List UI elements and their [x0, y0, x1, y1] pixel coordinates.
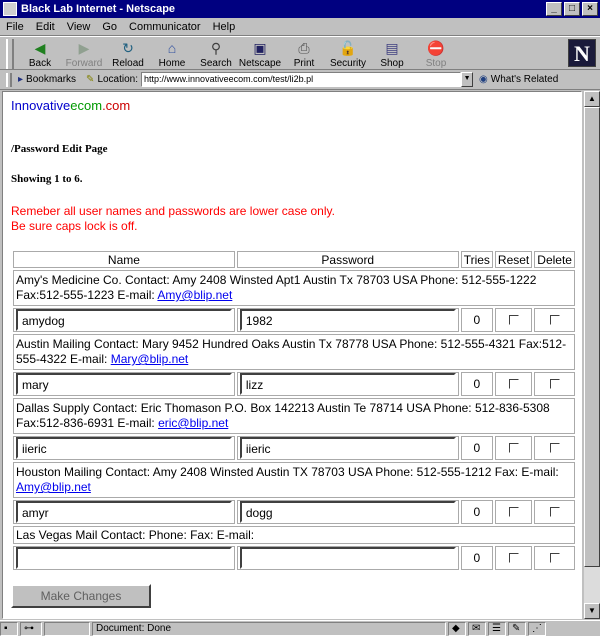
- whats-related-button[interactable]: What's Related: [490, 74, 559, 85]
- home-icon: ⌂: [167, 40, 177, 56]
- security-button[interactable]: [326, 37, 370, 69]
- discussion-icon[interactable]: ☰: [488, 622, 506, 636]
- url-field[interactable]: http://www.innovativeecom.com/test/li2b.pl: [141, 72, 461, 87]
- progress-bar: [44, 622, 90, 636]
- netscape-guide-icon: ▣: [253, 40, 267, 56]
- forward-button[interactable]: [62, 37, 106, 69]
- password-cell: [237, 500, 459, 524]
- composer-icon[interactable]: ✎: [508, 622, 526, 636]
- bookmarks-icon: ▸: [18, 74, 24, 85]
- window-title: Black Lab Internet - Netscape: [21, 3, 176, 15]
- tries-count: 0: [461, 546, 493, 570]
- title-bar: [0, 0, 600, 18]
- password-field[interactable]: 1982: [240, 309, 456, 331]
- column-tries: Tries: [461, 251, 493, 268]
- reset-checkbox[interactable]: [509, 553, 519, 563]
- close-button[interactable]: ×: [582, 2, 598, 16]
- username-field[interactable]: amydog: [16, 309, 232, 331]
- back-button[interactable]: [18, 37, 62, 69]
- password-cell: [237, 372, 459, 396]
- netscape-label: Netscape: [238, 58, 282, 69]
- table-row: [13, 436, 575, 460]
- navigation-toolbar: [0, 36, 600, 70]
- back-label: Back: [28, 58, 52, 69]
- shopping-bag-icon: ▤: [385, 40, 399, 56]
- delete-checkbox[interactable]: [550, 553, 560, 563]
- user-info: [13, 462, 575, 498]
- delete-checkbox[interactable]: [550, 315, 560, 325]
- table-row: [13, 308, 575, 332]
- mail-icon[interactable]: ✉: [468, 622, 486, 636]
- name-cell: [13, 546, 235, 570]
- password-cell: [237, 546, 459, 570]
- netscape-logo: N: [568, 39, 596, 67]
- delete-cell: [534, 546, 575, 570]
- email-link[interactable]: Amy@blip.net: [16, 480, 91, 494]
- username-field[interactable]: amyr: [16, 501, 232, 523]
- name-cell: [13, 500, 235, 524]
- email-link[interactable]: eric@blip.net: [158, 416, 229, 430]
- password-cell: [237, 308, 459, 332]
- menu-communicator[interactable]: Communicator: [129, 20, 201, 33]
- reload-icon: ↻: [122, 40, 134, 56]
- column-reset: Reset: [495, 251, 532, 268]
- password-field[interactable]: dogg: [240, 501, 456, 523]
- location-grip[interactable]: [6, 73, 12, 87]
- table-header-row: [13, 251, 575, 268]
- reload-button[interactable]: [106, 37, 150, 69]
- delete-checkbox[interactable]: [550, 379, 560, 389]
- location-label: Location:: [97, 74, 139, 85]
- search-label: Search: [200, 58, 232, 69]
- reset-cell: [495, 372, 532, 396]
- minimize-button[interactable]: _: [546, 2, 562, 16]
- user-info: [13, 526, 575, 544]
- user-info-text: Dallas Supply Contact: Eric Thomason P.O. Box 142213 Austin Te 78714 USA Phone: 512-836-5308 Fax:512-836-6931 E-mail:: [16, 401, 550, 430]
- toolbar-grip[interactable]: [6, 39, 14, 69]
- reset-cell: [495, 546, 532, 570]
- brand-part-1: Innovative: [11, 98, 71, 113]
- name-cell: [13, 372, 235, 396]
- stop-label: Stop: [425, 58, 447, 69]
- password-field[interactable]: lizz: [240, 373, 456, 395]
- scroll-up-button[interactable]: ▲: [584, 91, 600, 107]
- stop-icon: ⛔: [427, 40, 445, 56]
- delete-cell: [534, 500, 575, 524]
- menu-go[interactable]: Go: [102, 20, 118, 33]
- delete-checkbox[interactable]: [550, 507, 560, 517]
- forward-label: Forward: [65, 58, 103, 69]
- search-button[interactable]: [194, 37, 238, 69]
- location-icon: ✎: [86, 74, 95, 85]
- print-button[interactable]: [282, 37, 326, 69]
- column-delete: Delete: [534, 251, 575, 268]
- reset-checkbox[interactable]: [509, 315, 519, 325]
- reset-checkbox[interactable]: [509, 443, 519, 453]
- email-link[interactable]: Amy@blip.net: [157, 288, 233, 302]
- warning-text: [11, 204, 335, 234]
- connection-icon: ▪: [0, 622, 18, 636]
- password-field[interactable]: [240, 547, 456, 569]
- status-bar: [0, 620, 600, 636]
- lock-icon: 🔓: [339, 40, 357, 56]
- component-icon[interactable]: ◆: [448, 622, 466, 636]
- delete-cell: [534, 372, 575, 396]
- table-row: [13, 500, 575, 524]
- password-field[interactable]: iieric: [240, 437, 456, 459]
- showing-count: Showing 1 to 6.: [11, 173, 83, 185]
- status-text: Document: Done: [92, 622, 446, 636]
- netscape-button[interactable]: [238, 37, 282, 69]
- reset-cell: [495, 500, 532, 524]
- warning-line-1: Remeber all user names and passwords are lower case only.: [11, 204, 335, 218]
- table-row: [13, 334, 575, 370]
- shop-label: Shop: [380, 58, 404, 69]
- user-info-text: Las Vegas Mail Contact: Phone: Fax: E-mail:: [16, 528, 255, 542]
- brand-part-3: .com: [102, 98, 131, 113]
- table-row: [13, 462, 575, 498]
- menu-file[interactable]: File: [6, 20, 24, 33]
- menu-help[interactable]: Help: [212, 20, 236, 33]
- reset-checkbox[interactable]: [509, 379, 519, 389]
- table-row: [13, 526, 575, 544]
- page-content: [2, 91, 582, 619]
- whats-related-icon: ◉: [479, 74, 488, 85]
- url-dropdown-button[interactable]: ▼: [461, 72, 473, 87]
- column-name: Name: [13, 251, 235, 268]
- tries-count: 0: [461, 436, 493, 460]
- user-info-text: Houston Mailing Contact: Amy 2408 Winsted Austin TX 78703 USA Phone: 512-555-1212 Fax: E-mail:: [16, 465, 559, 479]
- table-row: [13, 270, 575, 306]
- username-field[interactable]: iieric: [16, 437, 232, 459]
- name-cell: [13, 436, 235, 460]
- site-brand: [11, 98, 130, 113]
- delete-cell: [534, 436, 575, 460]
- reset-checkbox[interactable]: [509, 507, 519, 517]
- warning-line-2: Be sure caps lock is off.: [11, 219, 138, 233]
- tries-count: 0: [461, 500, 493, 524]
- user-info: [13, 270, 575, 306]
- menu-bar: [0, 18, 600, 36]
- menu-view[interactable]: View: [66, 20, 91, 33]
- user-info-text: Amy's Medicine Co. Contact: Amy 2408 Winsted Apt1 Austin Tx 78703 USA Phone: 512-555-1222 Fax:512-555-1223 E-mail:: [16, 273, 537, 302]
- bookmarks-button[interactable]: Bookmarks: [26, 74, 77, 85]
- delete-checkbox[interactable]: [550, 443, 560, 453]
- security-lock-icon[interactable]: ⊶: [20, 622, 42, 636]
- reset-cell: [495, 436, 532, 460]
- forward-arrow-icon: ▶: [78, 40, 90, 56]
- reset-cell: [495, 308, 532, 332]
- table-row: [13, 398, 575, 434]
- tries-count: 0: [461, 372, 493, 396]
- shop-button[interactable]: [370, 37, 414, 69]
- printer-icon: ⎙: [298, 40, 310, 56]
- security-label: Security: [329, 58, 367, 69]
- brand-part-2: ecom: [70, 98, 103, 113]
- tries-count: 0: [461, 308, 493, 332]
- table-row: [13, 372, 575, 396]
- back-arrow-icon: ◀: [34, 40, 46, 56]
- user-info-text: Austin Mailing Contact: Mary 9452 Hundred Oaks Austin Tx 78778 USA Phone: 512-555-4321 Fax:512-555-4322 E-mail:: [16, 337, 567, 366]
- maximize-button[interactable]: □: [564, 2, 580, 16]
- print-label: Print: [293, 58, 315, 69]
- stop-button[interactable]: [414, 37, 458, 69]
- home-label: Home: [158, 58, 186, 69]
- user-info: [13, 398, 575, 434]
- make-changes-button[interactable]: Make Changes: [11, 584, 151, 608]
- scroll-thumb[interactable]: [584, 107, 600, 567]
- delete-cell: [534, 308, 575, 332]
- table-row: [13, 546, 575, 570]
- scroll-down-button[interactable]: ▼: [584, 603, 600, 619]
- vertical-scrollbar[interactable]: [584, 91, 600, 619]
- search-icon: ⚲: [210, 40, 222, 56]
- menu-edit[interactable]: Edit: [35, 20, 55, 33]
- password-cell: [237, 436, 459, 460]
- resize-grip-icon[interactable]: ⋰: [528, 622, 546, 636]
- column-password: Password: [237, 251, 459, 268]
- username-field[interactable]: [16, 547, 232, 569]
- netscape-app-icon: [3, 2, 17, 16]
- users-table: [11, 249, 577, 572]
- username-field[interactable]: mary: [16, 373, 232, 395]
- user-info: [13, 334, 575, 370]
- name-cell: [13, 308, 235, 332]
- page-heading: /Password Edit Page: [11, 143, 108, 155]
- home-button[interactable]: [150, 37, 194, 69]
- reload-label: Reload: [112, 58, 144, 69]
- location-bar: [0, 70, 600, 90]
- email-link[interactable]: Mary@blip.net: [110, 352, 189, 366]
